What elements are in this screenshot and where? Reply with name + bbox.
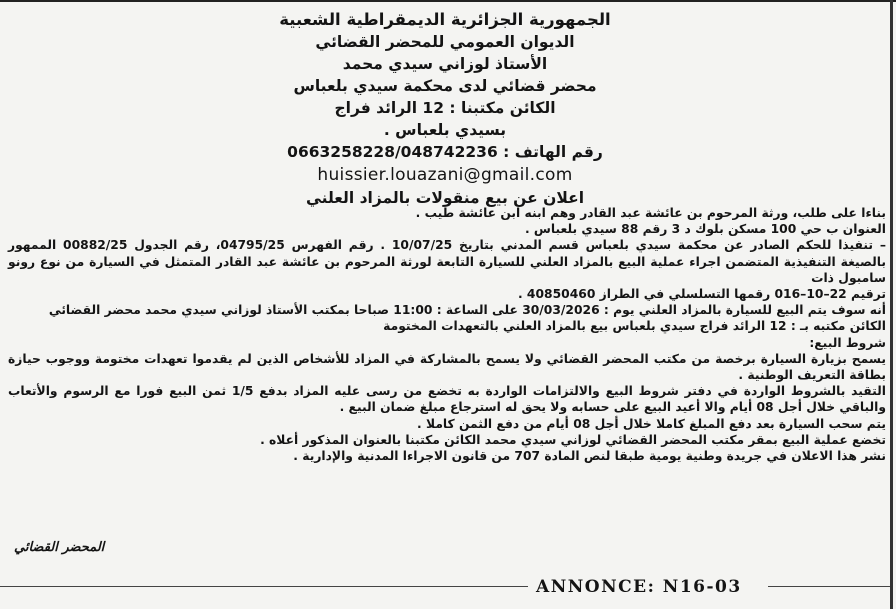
annonce-number: ANNONCE: N16-03	[536, 577, 742, 597]
right-border	[890, 0, 893, 609]
header-city: بسيدي بلعباس .	[383, 121, 507, 139]
footer-rule-right	[768, 586, 890, 587]
body-judgment: – تنفيذا للحكم الصادر عن محكمة سيدي بلعباس قسم المدني بتاريخ 10/07/25 . رقم الفهرس 04795/25، رقم الجدول 00882/25 الممهور بالصيغة التنفيذية المتضمن اجراء عملية البيع بالمزاد العلني للسيارة التابعة لورثة المرحوم بن عائشة عبد القادر المتمثل في السيارة من نوع رونو سامبول ذات	[8, 238, 886, 285]
notice-body	[8, 205, 886, 464]
header-court: محضر قضائي لدى محكمة سيدي بلعباس	[293, 77, 597, 95]
body-publication: نشر هذا الاعلان في جريدة وطنية يومية طبقا لنص المادة 707 من قانون الاجراءا المدنية والإدارية .	[293, 449, 886, 464]
footer-rule-left	[0, 586, 528, 587]
body-condition-venue: تخضع عملية البيع بمقر مكتب المحضر القضائي لوزاني سيدي محمد الكائن مكتبنا بالعنوان المذكور أعلاه .	[260, 432, 886, 447]
body-requester: بناءا على طلب، ورثة المرحوم بن عائشة عبد القادر وهم ابنه ابن عائشة طيب .	[415, 206, 886, 220]
header-phone: رقم الهاتف : 0663258228/048742236	[287, 143, 603, 161]
body-registration: ترقيم 22–10–016 رقمها التسلسلي في الطراز 40850460 .	[517, 287, 886, 302]
top-border	[0, 0, 896, 8]
header-office: الديوان العمومي للمحضر القضائي	[315, 33, 575, 51]
body-sale-date: أنه سوف يتم البيع للسيارة بالمزاد العلني يوم : 30/03/2026 على الساعة : 11:00 صباحا بمكتب الأستاذ لوزاني سيدي محمد محضر القضائي	[48, 303, 886, 318]
body-condition-visit: يسمح بزيارة السيارة برخصة من مكتب المحضر القضائي ولا يسمح بالمشاركة في المزاد للأشخاص الذين لم يقدموا تعهدات مختومة ووجوب حيازة بطاقة التعريف الوطنية .	[8, 351, 886, 383]
header-address: الكائن مكتبنا : 12 الرائد فراج	[334, 99, 556, 117]
header-bailiff-name: الأستاذ لوزاني سيدي محمد	[342, 55, 548, 73]
signature: المحضر القضائي	[14, 540, 105, 555]
notice-header	[200, 9, 690, 209]
body-condition-payment: التقيد بالشروط الواردة في دفتر شروط البيع والالتزامات الواردة به تخضع من رسى عليه المزاد بدفع 1/5 ثمن البيع فورا مع الرسوم والأتعاب والباقي خلال أجل 08 أيام والا أعيد البيع على حسابه ولا يحق له استرجاع مبلغ ضمان البيع .	[8, 384, 886, 415]
body-conditions-heading: شروط البيع:	[809, 335, 886, 350]
body-address: العنوان ب حي 100 مسكن بلوك د 3 رقم 88 سيدي بلعباس .	[524, 222, 886, 237]
body-sale-location: الكائن مكتبه بـ : 12 الرائد فراج سيدي بلعباس بيع بالمزاد العلني بالتعهدات المختومة	[383, 319, 886, 334]
notice-title: اعلان عن بيع منقولات بالمزاد العلني	[305, 189, 585, 207]
body-condition-withdrawal: يتم سحب السيارة بعد دفع المبلغ كاملا خلال أجل 08 أيام من دفع الثمن كاملا .	[417, 416, 886, 431]
header-republic: الجمهورية الجزائرية الديمقراطية الشعبية	[279, 10, 611, 29]
header-email: huissier.louazani@gmail.com	[317, 165, 573, 185]
